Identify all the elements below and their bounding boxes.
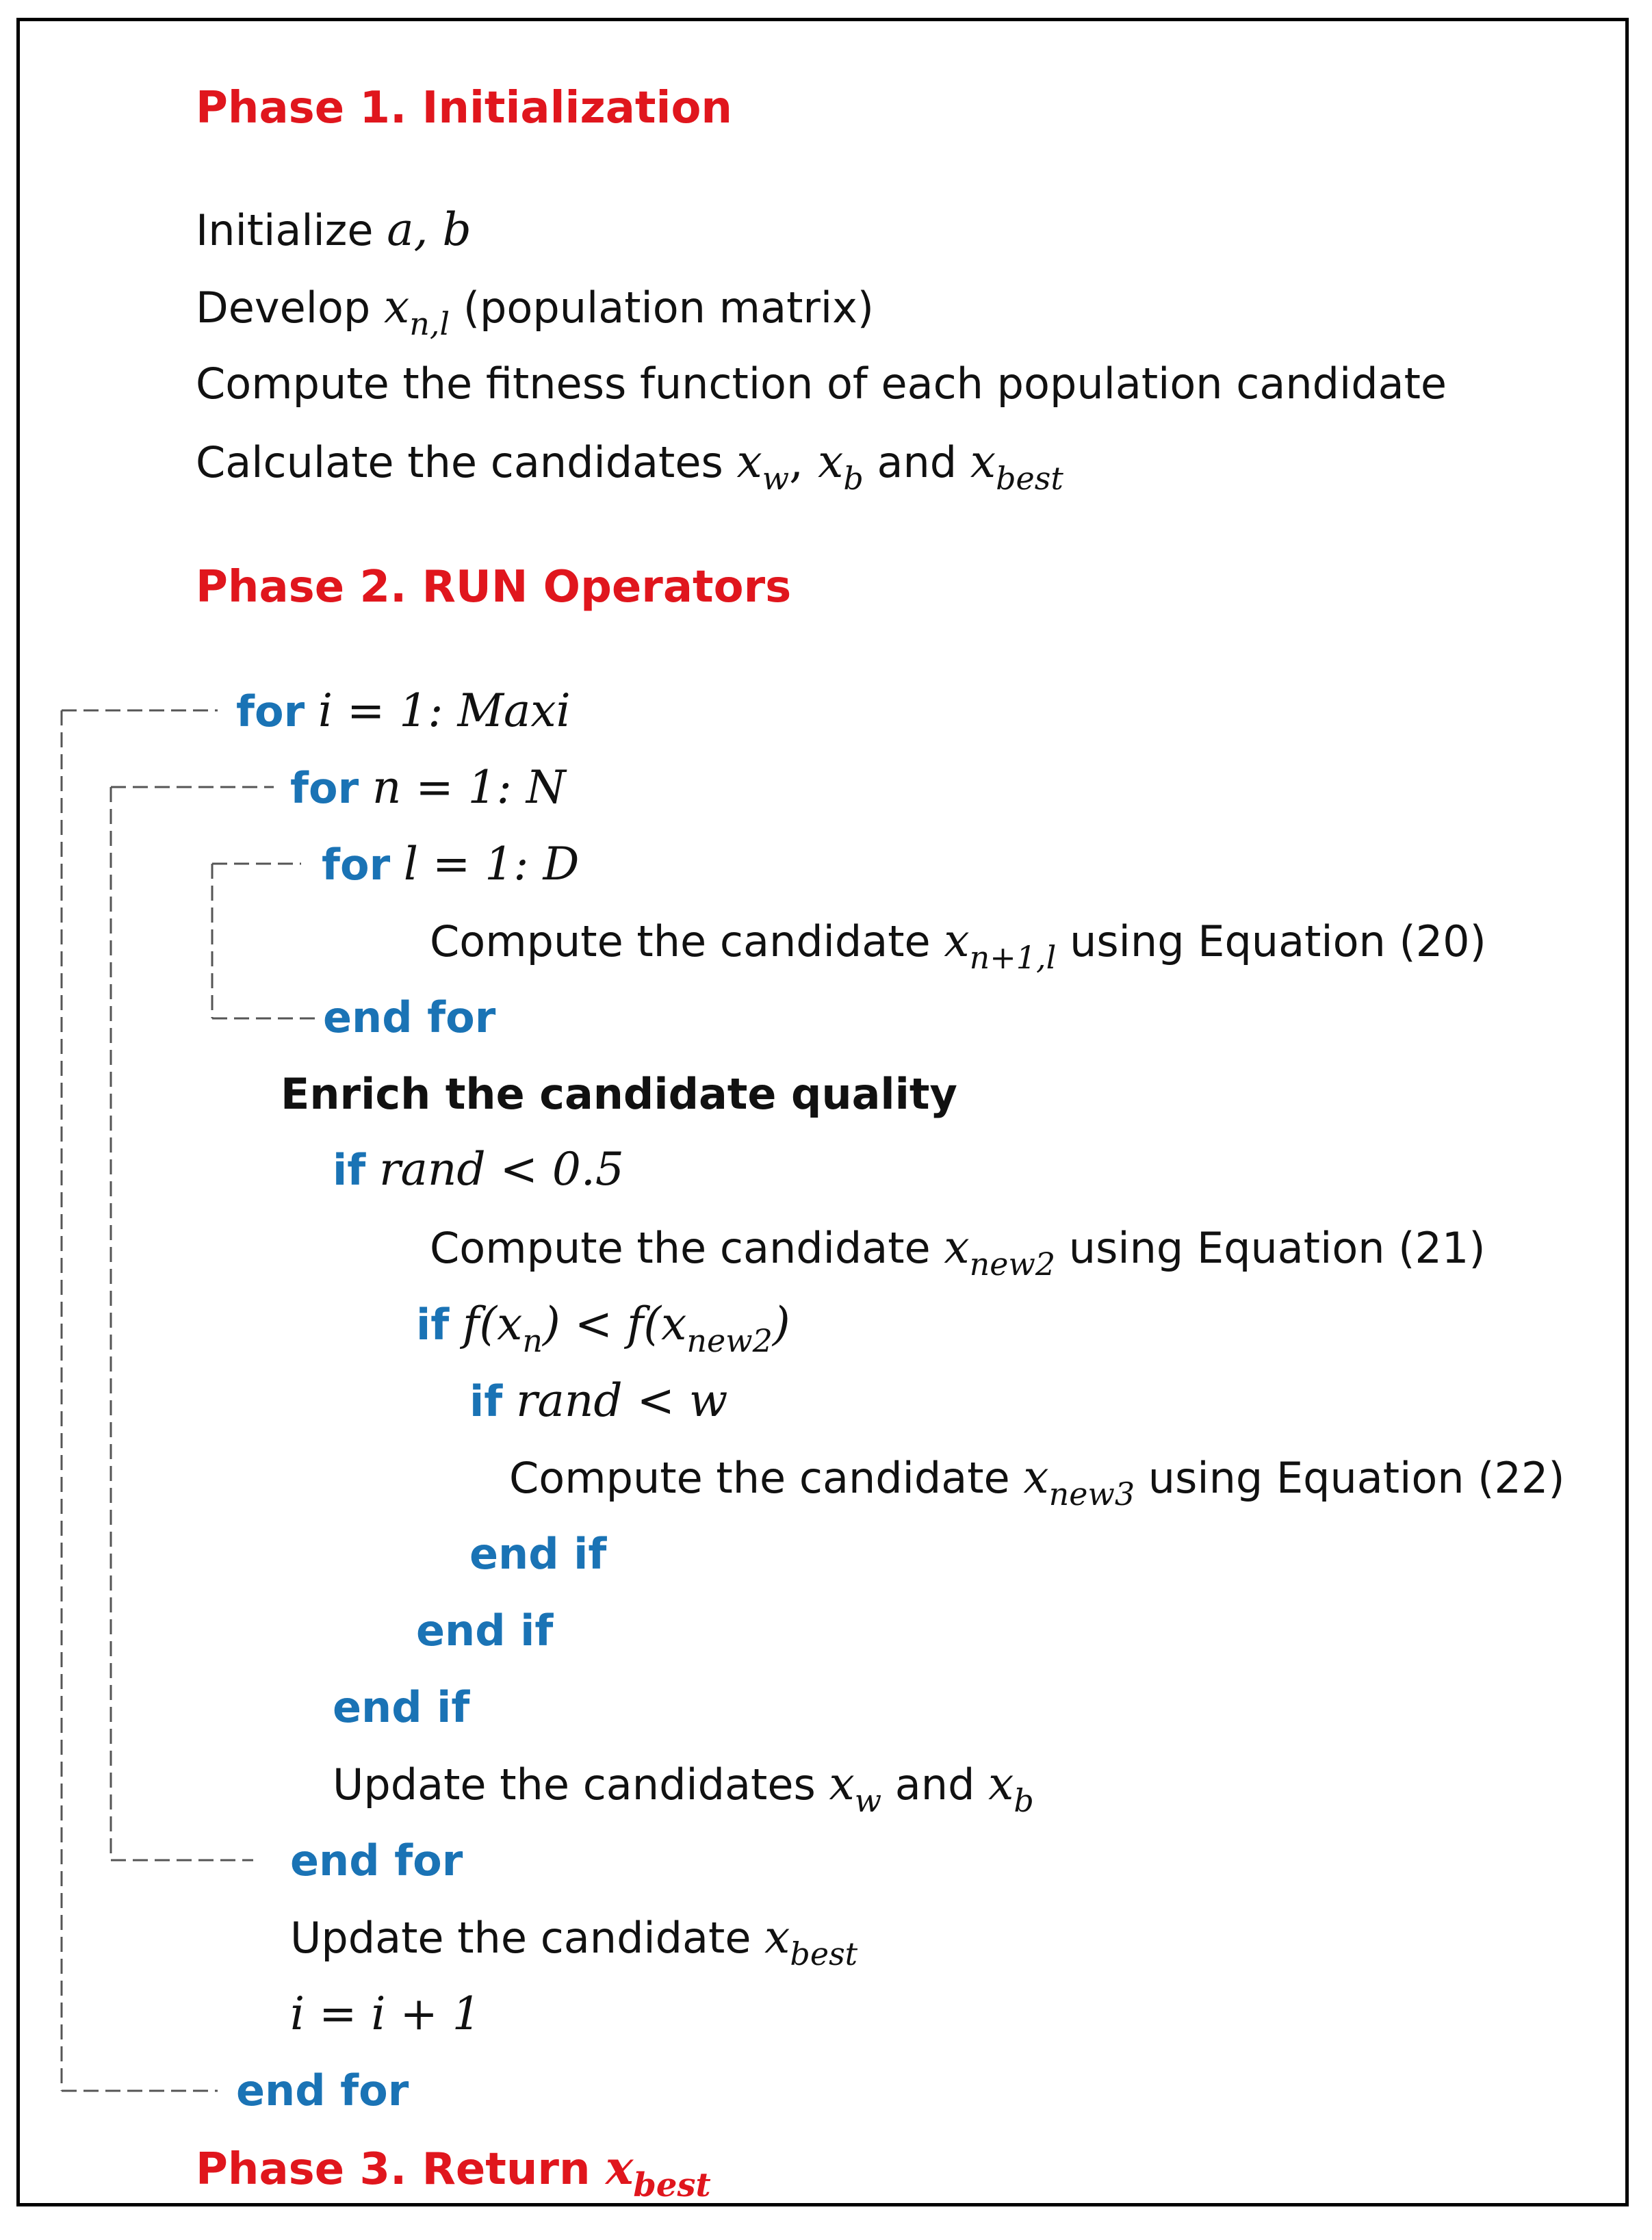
calculate-and: and (863, 437, 970, 487)
if-f-p1: f(x (462, 1298, 523, 1350)
end-for-l: end for (323, 992, 496, 1042)
if-rand-w-expr: rand < w (515, 1374, 728, 1427)
if-rand-line (333, 1143, 624, 1196)
if-rand-keyword: if (333, 1145, 366, 1195)
compute-new3-var: x (1023, 1451, 1049, 1504)
update-best-var: x (764, 1911, 790, 1964)
calculate-text: Calculate the candidates (196, 437, 737, 487)
develop-line (196, 281, 874, 342)
if-f-keyword: if (416, 1300, 450, 1350)
compute-l-line (430, 914, 1486, 976)
phase2-title: Phase 2. RUN Operators (196, 562, 792, 613)
for-i-keyword: for (236, 686, 305, 736)
for-n-keyword: for (290, 763, 359, 813)
compute-new2-line (430, 1221, 1486, 1283)
develop-var: x (383, 281, 410, 333)
update-wb-line (333, 1758, 1034, 1819)
phase3-title (196, 2141, 711, 2204)
if-rand-w-keyword: if (469, 1376, 503, 1426)
for-n-line (290, 761, 566, 814)
update-wb-s1: w (854, 1782, 882, 1819)
compute-new2-text: Compute the candidate (430, 1223, 944, 1273)
phase3-sub: best (633, 2166, 711, 2204)
develop-rest: (population matrix) (450, 283, 874, 333)
if-rand-expr: rand < 0.5 (378, 1143, 624, 1196)
calculate-v3: x (970, 435, 996, 488)
calculate-s2: b (843, 460, 864, 497)
for-l-line (322, 838, 580, 890)
calculate-v1: x (736, 435, 762, 488)
update-best-sub: best (790, 1935, 858, 1972)
if-f-p2: ) < f(x (543, 1298, 687, 1350)
compute-new3-rest: using Equation (22) (1135, 1453, 1565, 1503)
if-f-p3: ) (772, 1298, 790, 1350)
if-rand-w-line (469, 1374, 728, 1427)
if-f-s1: n (522, 1322, 543, 1359)
if-f-s2: new2 (686, 1322, 773, 1359)
compute-new3-text: Compute the candidate (509, 1453, 1024, 1503)
initialize-text: Initialize (196, 205, 387, 255)
for-n-expr: n = 1: N (372, 761, 566, 814)
develop-text: Develop (196, 283, 384, 333)
update-wb-s2: b (1014, 1782, 1034, 1819)
compute-new3-sub: new3 (1048, 1476, 1135, 1512)
initialize-math: a, b (387, 203, 472, 256)
initialize-line (196, 203, 472, 256)
end-if-inner: end if (469, 1529, 607, 1579)
phase3-text: Phase 3. Return (196, 2144, 606, 2195)
fitness-line: Compute the fitness function of each population candidate (196, 359, 1447, 409)
calculate-line (196, 435, 1063, 497)
compute-new2-var: x (944, 1221, 970, 1274)
update-wb-v1: x (829, 1758, 855, 1810)
phase3-var: x (605, 2141, 634, 2196)
update-best-text: Update the candidate (290, 1913, 765, 1963)
compute-new2-sub: new2 (969, 1246, 1056, 1283)
update-wb-text: Update the candidates (333, 1760, 829, 1810)
compute-l-text: Compute the candidate (430, 916, 944, 966)
calculate-s3: best (996, 460, 1063, 497)
for-i-expr: i = 1: Maxi (318, 684, 571, 737)
compute-new3-line (509, 1451, 1565, 1512)
for-l-keyword: for (322, 840, 391, 890)
increment-line: i = i + 1 (290, 1987, 481, 2040)
update-wb-v2: x (988, 1758, 1014, 1810)
phase1-title: Phase 1. Initialization (196, 83, 732, 133)
calculate-v2: x (818, 435, 844, 488)
develop-sub: n,l (409, 305, 450, 342)
enrich-heading: Enrich the candidate quality (281, 1069, 957, 1119)
compute-l-sub: n+1,l (969, 939, 1057, 976)
for-l-expr: l = 1: D (403, 838, 580, 890)
if-f-line (416, 1298, 790, 1359)
calculate-sep: , (789, 435, 818, 488)
update-wb-and: and (881, 1760, 989, 1810)
for-i-line (236, 684, 571, 737)
compute-l-var: x (944, 914, 970, 967)
end-if-outer: end if (333, 1682, 470, 1732)
end-for-i: end for (236, 2065, 409, 2115)
compute-new2-rest: using Equation (21) (1055, 1223, 1486, 1273)
end-for-n: end for (290, 1836, 463, 1885)
calculate-s1: w (762, 460, 790, 497)
update-best-line (290, 1911, 858, 1972)
compute-l-rest: using Equation (20) (1056, 916, 1486, 966)
end-if-middle: end if (416, 1606, 554, 1656)
